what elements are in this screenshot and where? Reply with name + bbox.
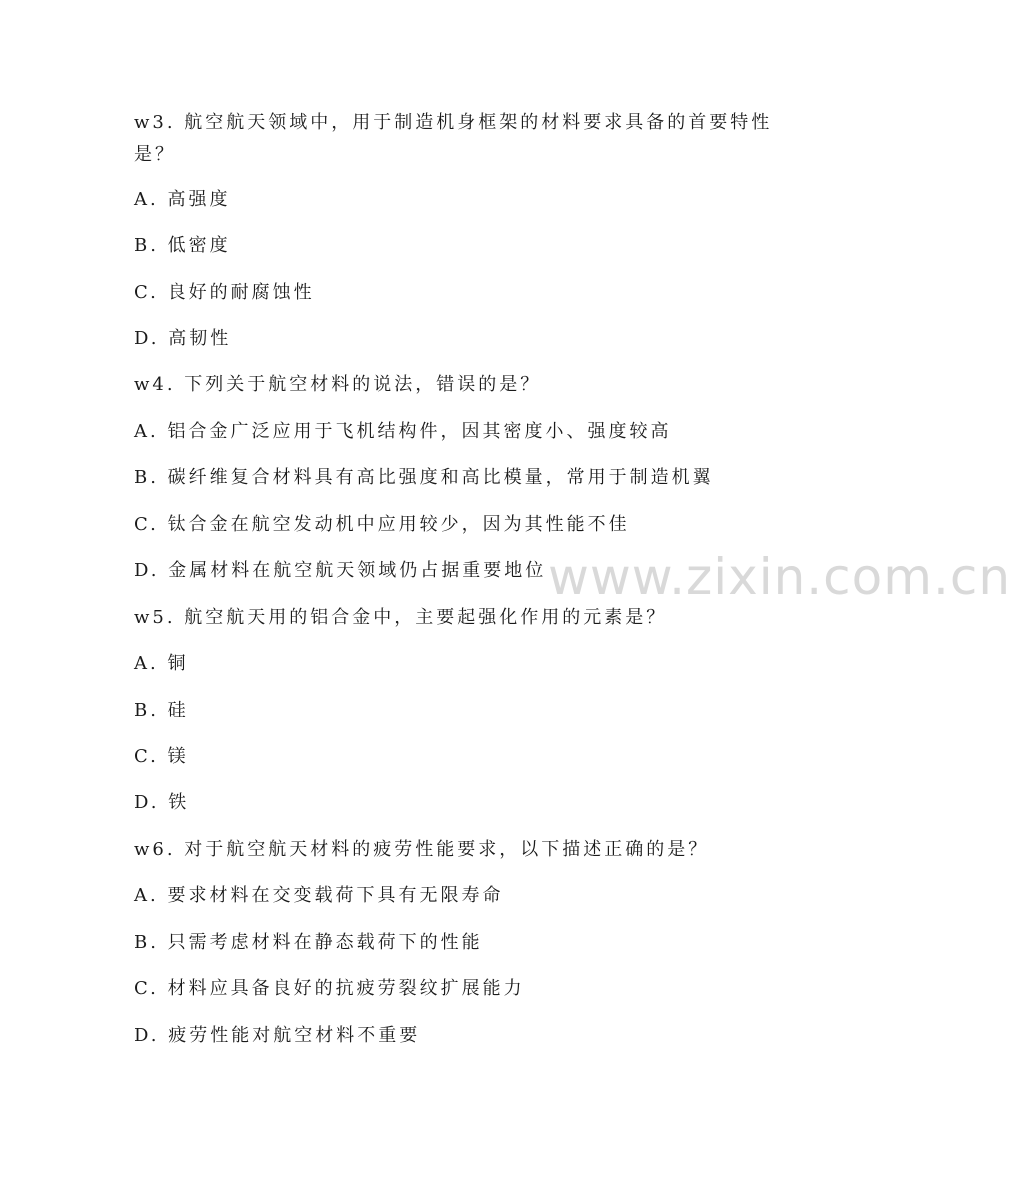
option-d: D. 高韧性: [134, 328, 232, 349]
question-stem: w5. 航空航天用的铝合金中，主要起强化作用的元素是？: [134, 607, 668, 628]
option-a: A. 铜: [134, 653, 189, 674]
option-a: A. 铝合金广泛应用于飞机结构件，因其密度小、强度较高: [134, 421, 672, 442]
question-stem: w3. 航空航天领域中，用于制造机身框架的材料要求具备的首要特性: [134, 112, 773, 133]
option-d: D. 铁: [134, 792, 190, 813]
option-c: C. 镁: [134, 746, 189, 767]
option-c: C. 材料应具备良好的抗疲劳裂纹扩展能力: [134, 978, 525, 999]
option-a: A. 高强度: [134, 189, 231, 210]
option-b: B. 低密度: [134, 235, 231, 256]
option-b: B. 硅: [134, 700, 189, 721]
option-c: C. 良好的耐腐蚀性: [134, 282, 315, 303]
option-a: A. 要求材料在交变载荷下具有无限寿命: [134, 885, 504, 906]
option-d: D. 疲劳性能对航空材料不重要: [134, 1025, 421, 1046]
option-c: C. 钛合金在航空发动机中应用较少，因为其性能不佳: [134, 514, 630, 535]
option-d: D. 金属材料在航空航天领域仍占据重要地位: [134, 560, 547, 581]
question-stem: w6. 对于航空航天材料的疲劳性能要求，以下描述正确的是？: [134, 839, 710, 860]
question-stem: w4. 下列关于航空材料的说法，错误的是？: [134, 374, 542, 395]
option-b: B. 碳纤维复合材料具有高比强度和高比模量，常用于制造机翼: [134, 467, 714, 488]
watermark: www.zixin.com.cn: [548, 548, 1011, 606]
option-b: B. 只需考虑材料在静态载荷下的性能: [134, 932, 483, 953]
question-stem-continued: 是？: [134, 144, 176, 165]
